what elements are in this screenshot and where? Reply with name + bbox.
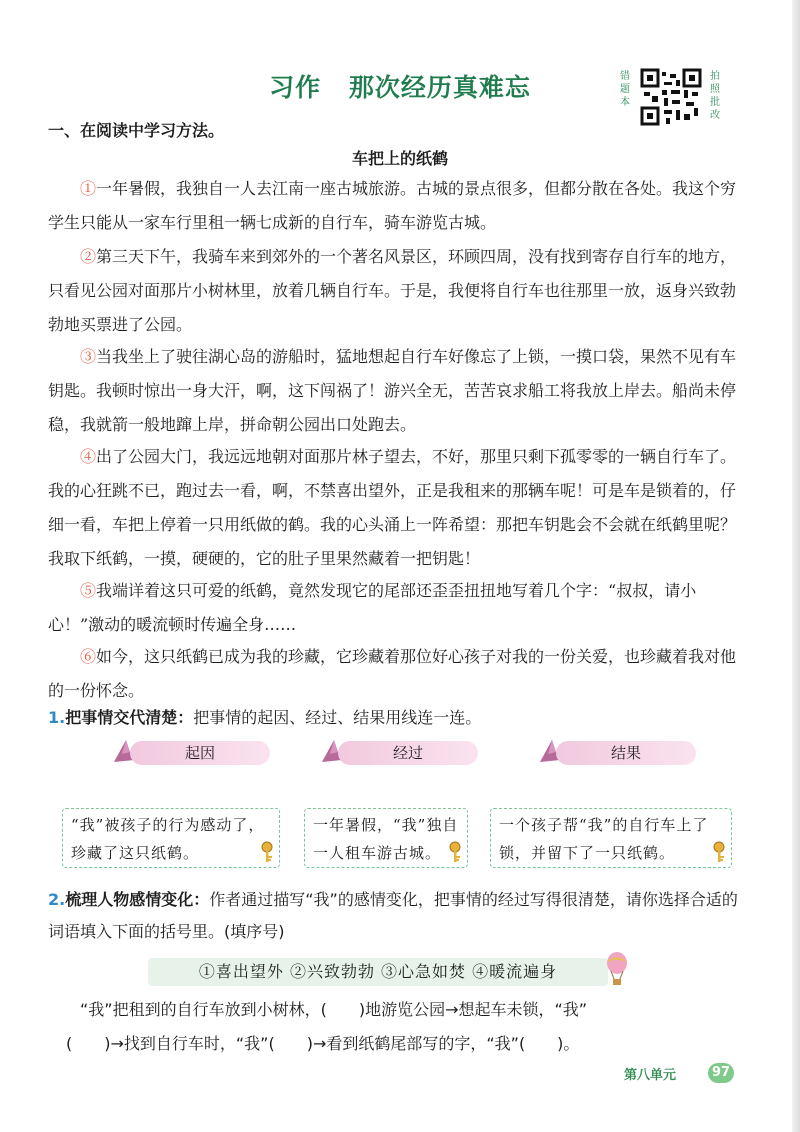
footer-unit: 第八单元 — [624, 1068, 677, 1083]
event-card-3[interactable] — [490, 808, 732, 868]
card-text: 一年暑假，“我”独自一人租车游古城。 — [313, 816, 459, 862]
paragraph-6 — [48, 640, 738, 708]
label-text: 结果 — [556, 741, 696, 765]
paragraph-5 — [48, 574, 738, 642]
question-2 — [48, 884, 748, 948]
label-cause[interactable] — [112, 740, 272, 766]
word-options: ①喜出望外 ②兴致勃勃 ③心急如焚 ④暖流遍身 — [148, 958, 608, 986]
paragraph-text: 如今，这只纸鹤已成为我的珍藏，它珍藏着那位好心孩子对我的一份关爱，也珍藏着我对他的一份怀念。 — [48, 647, 737, 700]
paragraph-2 — [48, 240, 738, 342]
paragraph-text: 当我坐上了驶往湖心岛的游船时，猛地想起自行车好像忘了上锁，一摸口袋，果然不见有车钥匙。我顿时惊出一身大汗，啊，这下闯祸了！游兴全无，苦苦哀求船工将我放上岸去。船尚未停稳，我就箭一般地蹿上岸，拼命朝公园出口处跑去。 — [48, 347, 737, 434]
paragraph-3 — [48, 340, 738, 442]
qr-right-label: 拍照批改 — [710, 71, 720, 121]
paragraph-number: ③ — [80, 347, 97, 366]
key-icon — [447, 841, 463, 863]
paragraph-number: ② — [80, 247, 97, 266]
key-icon — [711, 841, 727, 863]
question-number: 1. — [48, 708, 66, 727]
page-edge — [792, 0, 800, 1132]
label-text: 经过 — [338, 741, 478, 765]
paragraph-text: 第三天下午，我骑车来到郊外的一个著名风景区，环顾四周，没有找到寄存自行车的地方，只看见公园对面那片小树林里，放着几辆自行车。于是，我便将自行车也往那里一放，返身兴致勃勃地买票进了公园。 — [48, 247, 737, 334]
title-part2: 那次经历真难忘 — [348, 73, 531, 102]
question-number: 2. — [48, 890, 66, 909]
card-text: “我”被孩子的行为感动了，珍藏了这只纸鹤。 — [71, 816, 265, 862]
qr-left-label: 错题本 — [620, 71, 630, 108]
question-text: 把事情的起因、经过、结果用线连一连。 — [193, 708, 482, 727]
section-heading: 一、在阅读中学习方法。 — [48, 121, 225, 140]
title-part1: 习作 — [269, 73, 322, 102]
qr-code-icon — [640, 68, 702, 126]
event-card-2[interactable] — [304, 808, 468, 868]
paragraph-text: 一年暑假，我独自一人去江南一座古城旅游。古城的景点很多，但都分散在各处。我这个穷学生只能从一家车行里租一辆七成新的自行车，骑车游览古城。 — [48, 179, 737, 232]
paragraph-number: ⑤ — [80, 581, 97, 600]
question-text: 作者通过描写“我”的感情变化，把事情的经过写得很清楚，请你选择合适的词语填入下面的括号里。(填序号) — [48, 890, 738, 941]
answer-line-1[interactable]: “我”把租到的自行车放到小树林，( )地游览公园→想起车未锁，“我” — [80, 1000, 588, 1019]
paragraph-number: ⑥ — [80, 647, 97, 666]
key-icon — [259, 841, 275, 863]
question-focus: 把事情交代清楚： — [65, 708, 194, 727]
event-card-1[interactable] — [62, 808, 280, 868]
question-1 — [48, 702, 748, 734]
paragraph-text: 我端详着这只可爱的纸鹤，竟然发现它的尾部还歪歪扭扭地写着几个字：“叔叔，请小心！”激动的暖流顿时传遍全身…… — [48, 581, 697, 634]
answer-line-2[interactable]: ( )→找到自行车时，“我”( )→看到纸鹤尾部写的字，“我”( )。 — [66, 1034, 580, 1053]
paragraph-number: ① — [80, 179, 97, 198]
paragraph-1 — [48, 172, 738, 240]
qr-block[interactable] — [618, 64, 728, 128]
label-result[interactable] — [538, 740, 698, 766]
paragraph-4 — [48, 440, 738, 576]
label-process[interactable] — [320, 740, 480, 766]
paragraph-number: ④ — [80, 447, 97, 466]
question-focus: 梳理人物感情变化： — [65, 890, 210, 909]
article-title: 车把上的纸鹤 — [351, 149, 448, 168]
page-number: 97 — [708, 1063, 734, 1083]
card-text: 一个孩子帮“我”的自行车上了锁，并留下了一只纸鹤。 — [499, 816, 709, 862]
label-text: 起因 — [130, 741, 270, 765]
hot-air-balloon-icon — [605, 952, 629, 986]
paragraph-text: 出了公园大门，我远远地朝对面那片林子望去，不好，那里只剩下孤零零的一辆自行车了。我的心狂跳不已，跑过去一看，啊，不禁喜出望外，正是我租来的那辆车呢！可是车是锁着的，仔细一看，车把上停着一只用纸做的鹤。我的心头涌上一阵希望：那把车钥匙会不会就在纸鹤里呢？我取下纸鹤，一摸，硬硬的，它的肚子里果然藏着一把钥匙！ — [48, 447, 737, 568]
